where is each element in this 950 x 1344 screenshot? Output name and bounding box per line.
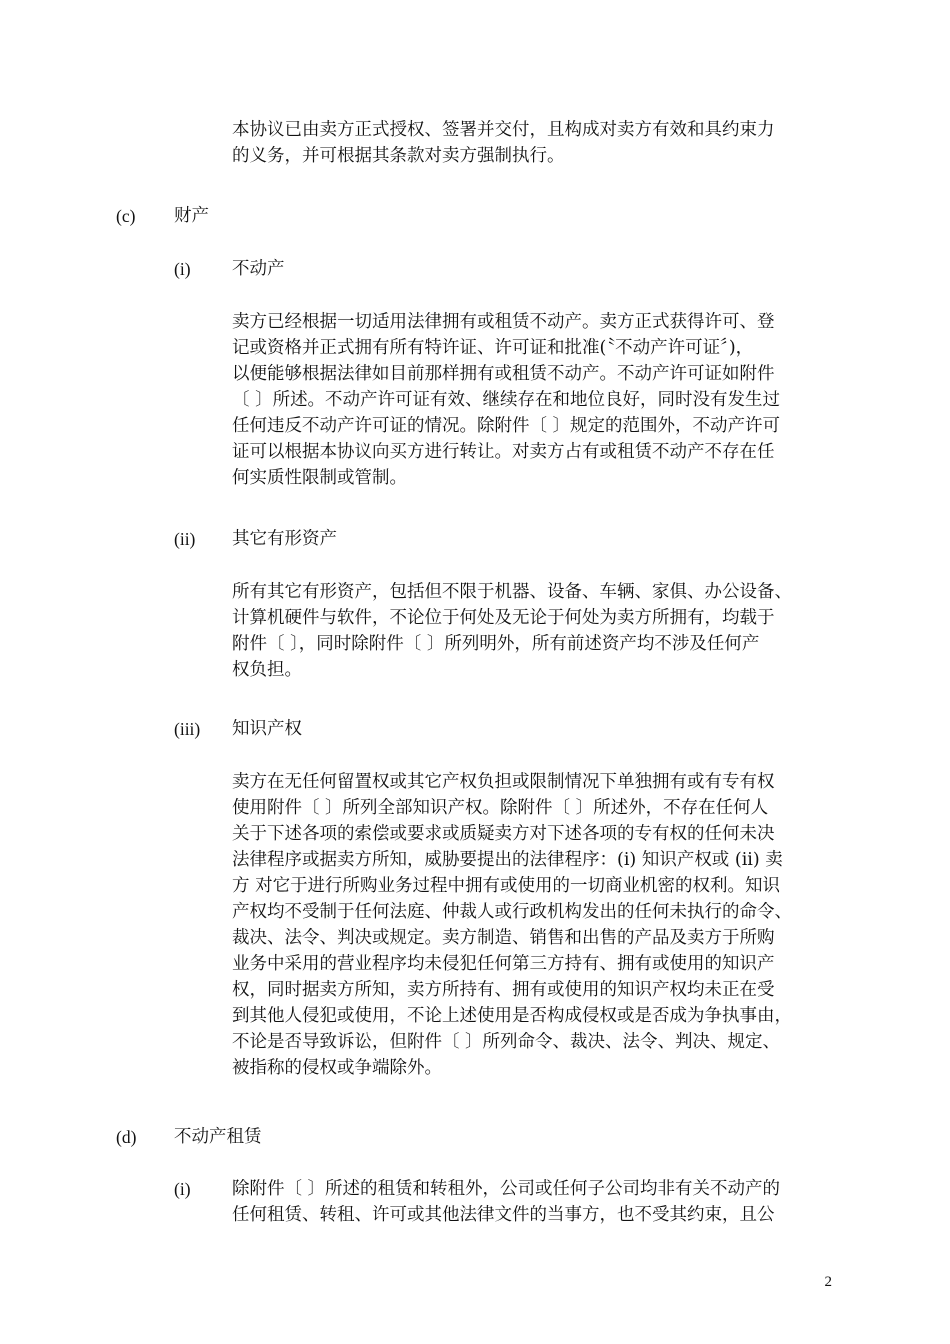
- section-c-label: (c): [116, 206, 136, 226]
- text-line: 权负担。: [232, 660, 302, 680]
- text-line: 〔 〕所述。不动产许可证有效、继续存在和地位良好，同时没有发生过: [232, 390, 781, 410]
- item-d-i-paragraph: [232, 1176, 842, 1228]
- text-line: 卖方已经根据一切适用法律拥有或租赁不动产。卖方正式获得许可、登: [232, 312, 775, 332]
- item-c-i-paragraph: [232, 309, 842, 491]
- text-line: 卖方在无任何留置权或其它产权负担或限制情况下单独拥有或有专有权: [232, 772, 775, 792]
- text-line: 裁决、法令、判决或规定。卖方制造、销售和出售的产品及卖方于所购: [232, 928, 775, 948]
- intro-paragraph: [232, 117, 842, 169]
- text-line: 本协议已由卖方正式授权、签署并交付，且构成对卖方有效和具约束力: [232, 120, 775, 140]
- text-line: 关于下述各项的索偿或要求或质疑卖方对下述各项的专有权的任何未决: [232, 824, 775, 844]
- text-line: 除附件〔 〕所述的租赁和转租外，公司或任何子公司均非有关不动产的: [232, 1179, 781, 1199]
- text-line: 任何租赁、转租、许可或其他法律文件的当事方，也不受其约束，且公: [232, 1205, 775, 1225]
- text-line: 不论是否导致诉讼，但附件〔 〕所列命令、裁决、法令、判决、规定、: [232, 1032, 781, 1052]
- text-line: 被指称的侵权或争端除外。: [232, 1058, 442, 1078]
- item-c-iii-paragraph: [232, 769, 842, 1081]
- text-line: 业务中采用的营业程序均未侵犯任何第三方持有、拥有或使用的知识产: [232, 954, 775, 974]
- text-line: 附件〔 〕，同时除附件〔 〕所列明外，所有前述资产均不涉及任何产: [232, 634, 760, 654]
- text-line: 到其他人侵犯或使用，不论上述使用是否构成侵权或是否成为争执事由，: [232, 1006, 792, 1026]
- section-d-title: 不动产租赁: [174, 1127, 262, 1147]
- text-line: 以便能够根据法律如目前那样拥有或租赁不动产。不动产许可证如附件: [232, 364, 775, 384]
- text-line: 产权均不受制于任何法庭、仲裁人或行政机构发出的任何未执行的命令、: [232, 902, 792, 922]
- item-c-iii-label: (iii): [174, 719, 201, 739]
- item-c-i-title: 不动产: [232, 259, 285, 279]
- section-d-label: (d): [116, 1127, 137, 1147]
- text-line: 权，同时据卖方所知，卖方所持有、拥有或使用的知识产权均未正在受: [232, 980, 775, 1000]
- text-line: 记或资格并正式拥有所有特许证、许可证和批准(〝不动产许可证〞)，: [232, 338, 754, 358]
- text-line: 方 对它于进行所购业务过程中拥有或使用的一切商业机密的权利。知识: [232, 876, 781, 896]
- page-number: 2: [824, 1274, 832, 1290]
- text-line: 的义务，并可根据其条款对卖方强制执行。: [232, 146, 565, 166]
- text-line: 何实质性限制或管制。: [232, 468, 407, 488]
- item-c-i-label: (i): [174, 259, 191, 279]
- item-d-i-label: (i): [174, 1179, 191, 1199]
- item-c-iii-title: 知识产权: [232, 719, 302, 739]
- item-c-ii-label: (ii): [174, 529, 196, 549]
- text-line: 证可以根据本协议向买方进行转让。对卖方占有或租赁不动产不存在任: [232, 442, 775, 462]
- text-line: 任何违反不动产许可证的情况。除附件〔 〕规定的范围外，不动产许可: [232, 416, 781, 436]
- item-c-ii-title: 其它有形资产: [232, 529, 337, 549]
- text-line: 使用附件〔 〕所列全部知识产权。除附件〔 〕所述外，不存在任何人: [232, 798, 769, 818]
- text-line: 所有其它有形资产，包括但不限于机器、设备、车辆、家俱、办公设备、: [232, 582, 792, 602]
- section-c-title: 财产: [174, 206, 209, 226]
- item-c-ii-paragraph: [232, 579, 842, 683]
- text-line: 计算机硬件与软件，不论位于何处及无论于何处为卖方所拥有，均载于: [232, 608, 775, 628]
- text-line: 法律程序或据卖方所知，威胁要提出的法律程序：(i) 知识产权或 (ii) 卖: [232, 850, 783, 870]
